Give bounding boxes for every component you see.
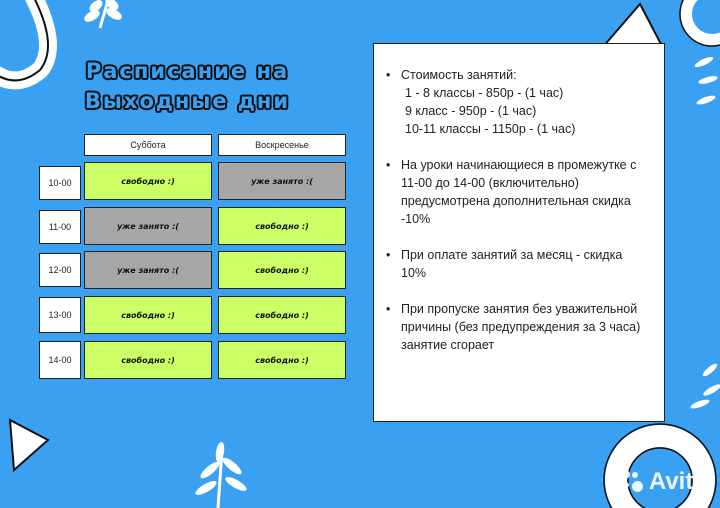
info-item-month-discount: • При оплате занятий за месяц - скидка 10%: [384, 246, 650, 282]
slot-cell: уже занято :(: [84, 251, 212, 289]
slot-cell: свободно :): [84, 341, 212, 379]
price-title: • Стоимость занятий:: [401, 68, 517, 82]
time-cell: 12-00: [39, 253, 81, 287]
price-line: 10-11 классы - 1150р - (1 час): [405, 122, 576, 136]
info-list: [384, 66, 650, 354]
day-header-saturday: Суббота: [84, 134, 212, 156]
time-cell: 14-00: [39, 341, 81, 379]
page-title: [60, 56, 315, 116]
slot-cell: свободно :): [84, 162, 212, 200]
slot-cell: уже занято :(: [218, 162, 346, 200]
slot-cell: свободно :): [218, 341, 346, 379]
title-line-2: Выходные дни: [84, 89, 291, 113]
watermark-text: Avito: [648, 468, 708, 495]
avito-watermark: [621, 468, 708, 496]
price-line: 1 - 8 классы - 850р - (1 час): [405, 86, 564, 100]
info-panel: [373, 43, 665, 422]
time-cell: 10-00: [39, 166, 81, 200]
slot-cell: свободно :): [218, 296, 346, 334]
avito-logo-icon: [621, 470, 645, 494]
slot-cell: свободно :): [218, 207, 346, 245]
slot-cell: уже занято :(: [84, 207, 212, 245]
price-line: 9 класс - 950р - (1 час): [405, 104, 537, 118]
info-item-prices: [384, 66, 650, 138]
time-cell: 13-00: [39, 297, 81, 333]
info-item-missed-lesson: • При пропуске занятия без уважительной причины (без предупреждения за 3 часа) занятие сгорает: [384, 300, 650, 354]
day-header-sunday: Воскресенье: [218, 134, 346, 156]
slot-cell: свободно :): [84, 296, 212, 334]
slot-cell: свободно :): [218, 251, 346, 289]
info-item-time-discount: • На уроки начинающиеся в промежутке с 11-00 до 14-00 (включительно) предусмотрена дополнительная скидка -10%: [384, 156, 650, 228]
time-cell: 11-00: [39, 210, 81, 244]
title-line-1: Расписание на: [85, 59, 290, 83]
